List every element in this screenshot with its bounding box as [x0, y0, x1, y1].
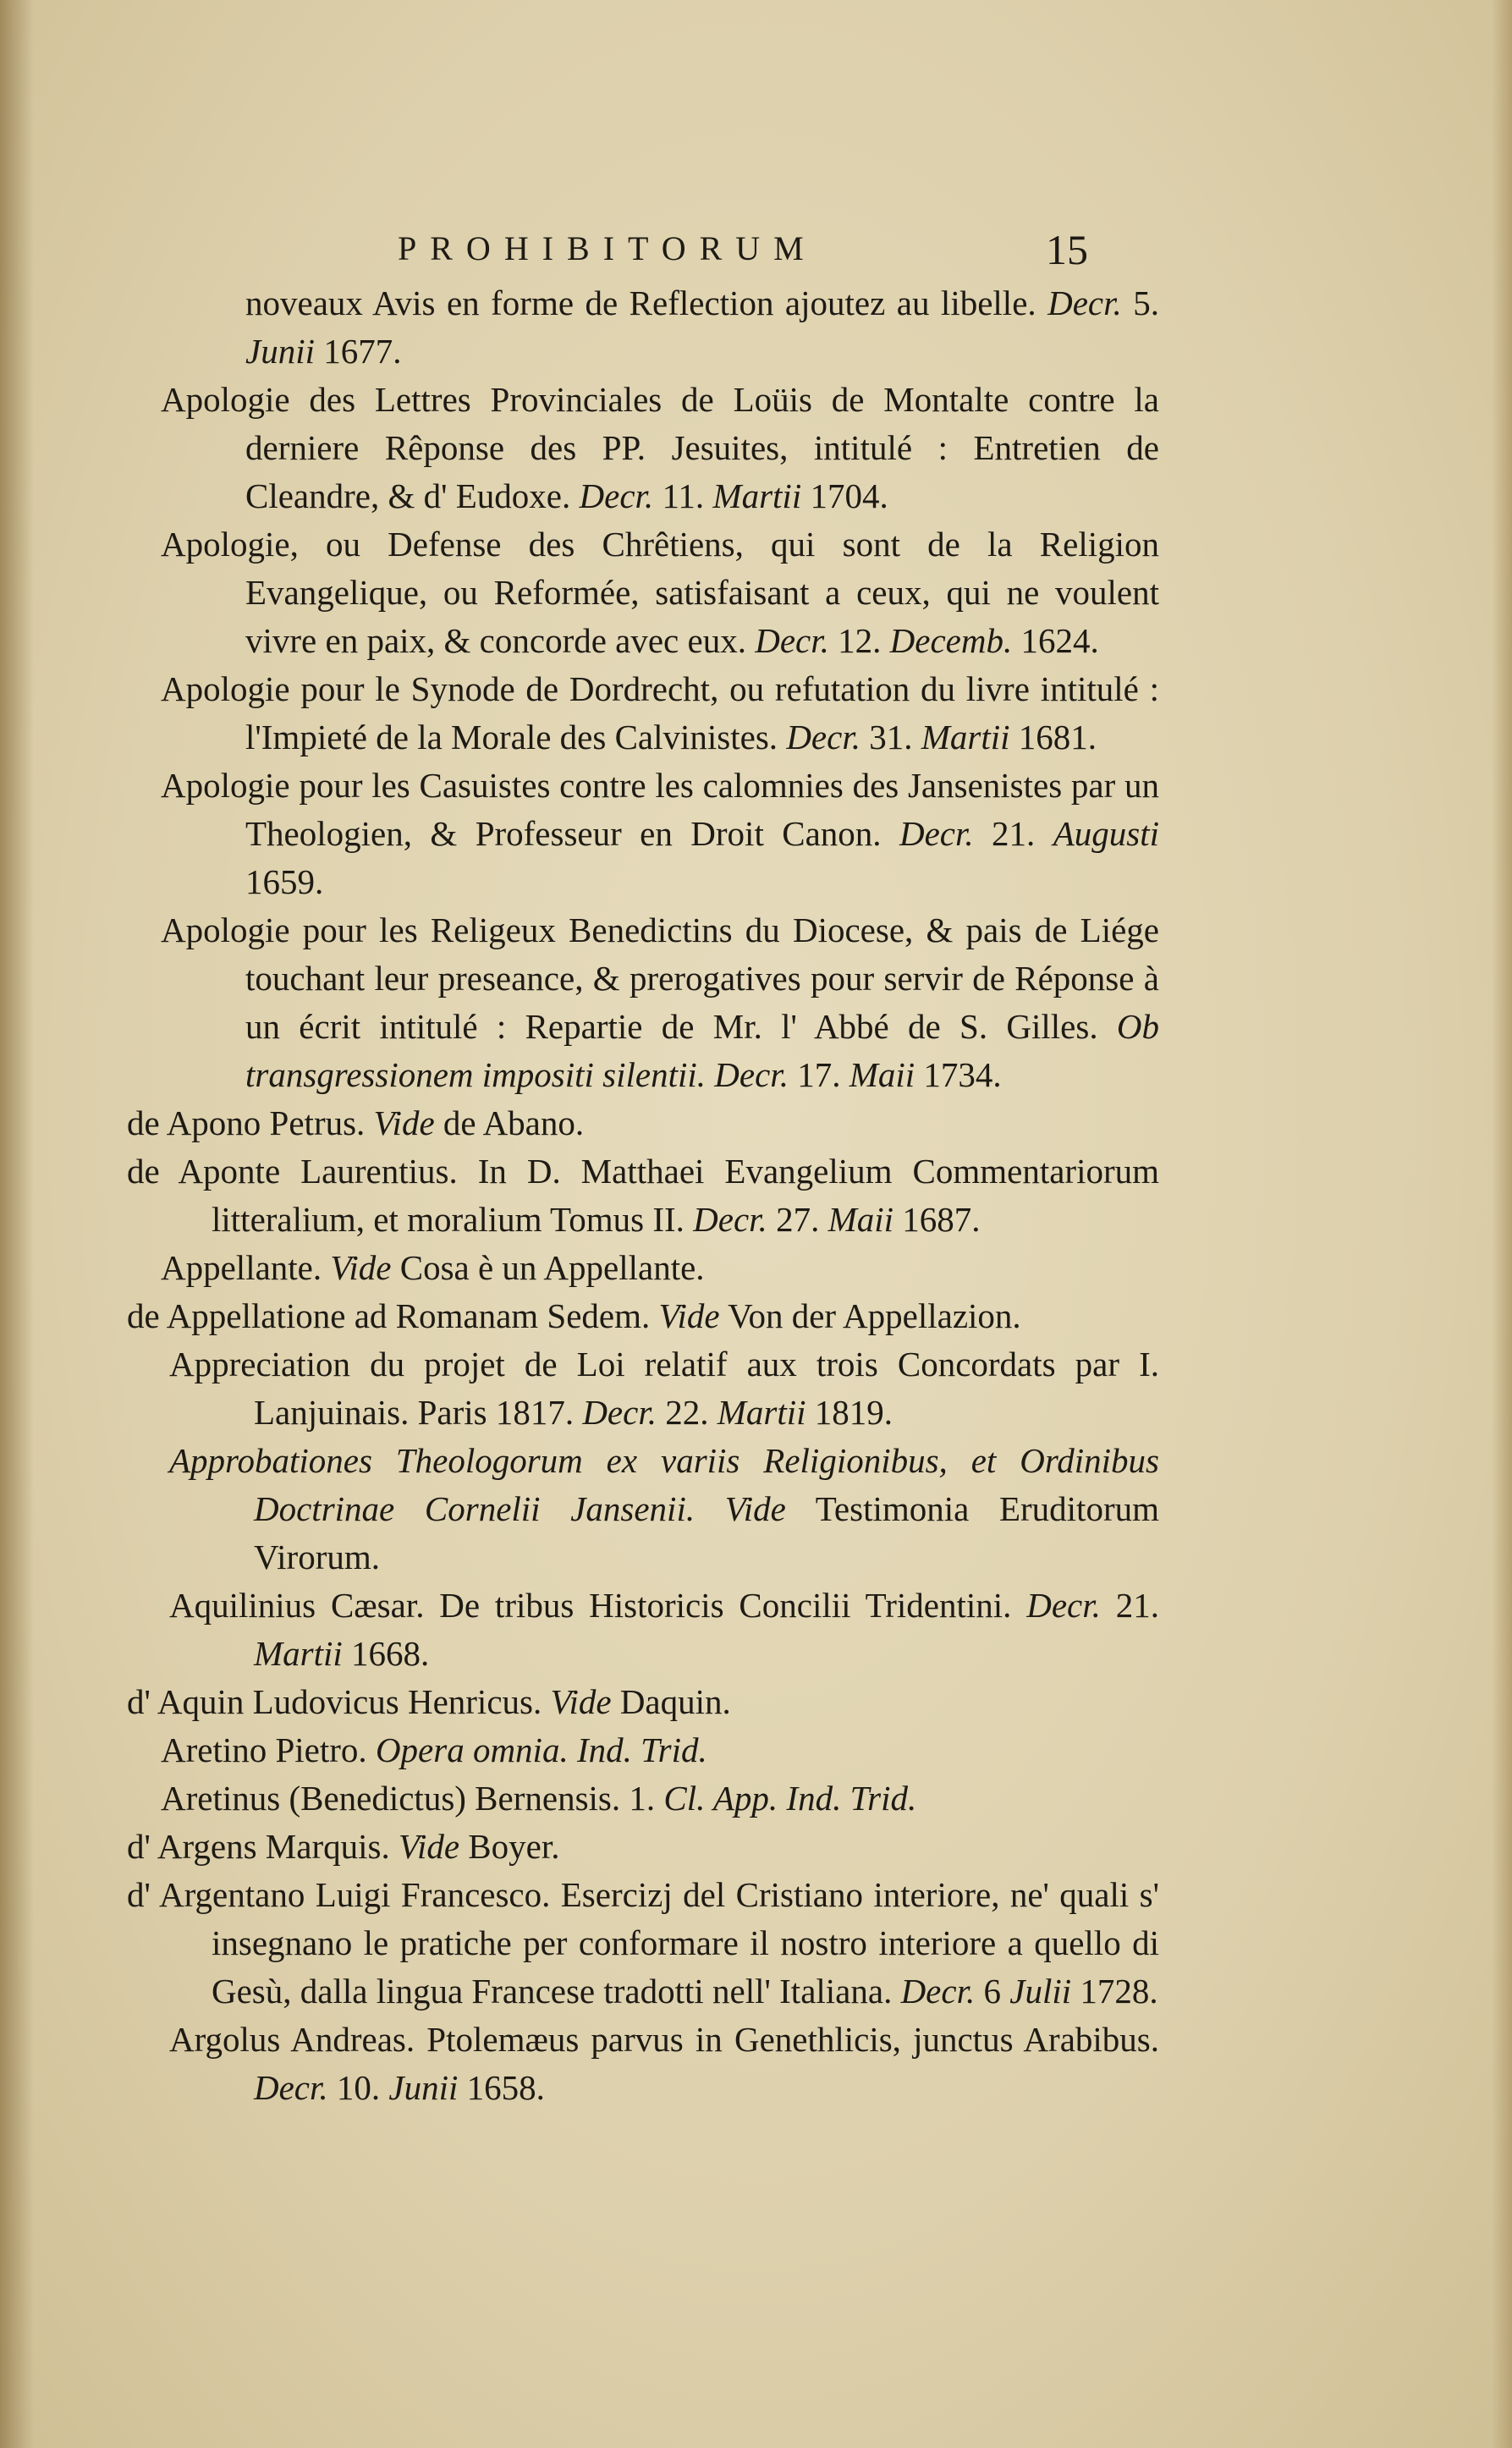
index-entry: de Appellatione ad Romanam Sedem. Vide Von der Appellazion.	[127, 1296, 1021, 1335]
page-edge-shadow-left	[0, 0, 34, 2448]
index-entry: Approbationes Theologorum ex variis Religionibus, et Ordinibus Doctrinae Cornelii Jansenii. Vide Testimonia Eruditorum Virorum.	[169, 1441, 1159, 1576]
index-entry: Aretinus (Benedictus) Bernensis. 1. Cl. App. Ind. Trid.	[161, 1779, 917, 1818]
index-entry: Appreciation du projet de Loi relatif aux trois Concordats par I. Lanjuinais. Paris 1817. Decr. 22. Martii 1819.	[169, 1345, 1159, 1432]
index-entries	[127, 279, 1159, 2112]
index-entry: Apologie pour les Casuistes contre les calomnies des Jansenistes par un Theologien, & Professeur en Droit Canon. Decr. 21. Augusti 1659.	[161, 766, 1160, 901]
page-header	[0, 228, 1512, 279]
index-entry: Apologie, ou Defense des Chrêtiens, qui sont de la Religion Evangelique, ou Reformée, satisfaisant a ceux, qui ne voulent vivre en paix, & concorde avec eux. Decr. 12. Decemb. 1624.	[161, 525, 1159, 660]
index-entry: d' Aquin Ludovicus Henricus. Vide Daquin.	[127, 1682, 731, 1721]
index-entry: Argolus Andreas. Ptolemæus parvus in Genethlicis, junctus Arabibus. Decr. 10. Junii 1658.	[169, 2020, 1159, 2107]
index-entry: Appellante. Vide Cosa è un Appellante.	[161, 1248, 705, 1287]
index-entry: de Aponte Laurentius. In D. Matthaei Evangelium Commentariorum litteralium, et moralium Tomus II. Decr. 27. Maii 1687.	[127, 1152, 1160, 1239]
index-entry: Apologie pour le Synode de Dordrecht, ou refutation du livre intitulé : l'Impieté de la Morale des Calvinistes. Decr. 31. Martii 1681.	[161, 669, 1159, 756]
page-edge-shadow-right	[1492, 0, 1512, 2448]
index-entry: d' Argens Marquis. Vide Boyer.	[127, 1827, 560, 1866]
index-entry: Aquilinius Cæsar. De tribus Historicis Concilii Tridentini. Decr. 21. Martii 1668.	[169, 1586, 1160, 1673]
index-entry: Apologie des Lettres Provinciales de Loüis de Montalte contre la derniere Rêponse des PP. Jesuites, intitulé : Entretien de Cleandre, & d' Eudoxe. Decr. 11. Martii 1704.	[161, 380, 1159, 515]
index-entry: Apologie pour les Religeux Benedictins du Diocese, & pais de Liége touchant leur preseance, & prerogatives pour servir de Réponse à un écrit intitulé : Repartie de Mr. l' Abbé de S. Gilles. Ob transgressionem impositi silentii. Decr. 17. Maii 1734.	[161, 910, 1160, 1094]
index-entry: d' Argentano Luigi Francesco. Esercizj del Cristiano interiore, ne' quali s' insegnano le pratiche per conformare il nostro interiore a quello di Gesù, dalla lingua Francese tradotti nell' Italiana. Decr. 6 Julii 1728.	[127, 1875, 1159, 2011]
index-entry: noveaux Avis en forme de Reflection ajoutez au libelle. Decr. 5. Junii 1677.	[245, 283, 1159, 371]
index-entry: Aretino Pietro. Opera omnia. Ind. Trid.	[161, 1730, 707, 1769]
running-head: PROHIBITORUM	[398, 229, 817, 267]
index-entry: de Apono Petrus. Vide de Abano.	[127, 1103, 585, 1142]
page-number: 15	[1046, 226, 1088, 273]
